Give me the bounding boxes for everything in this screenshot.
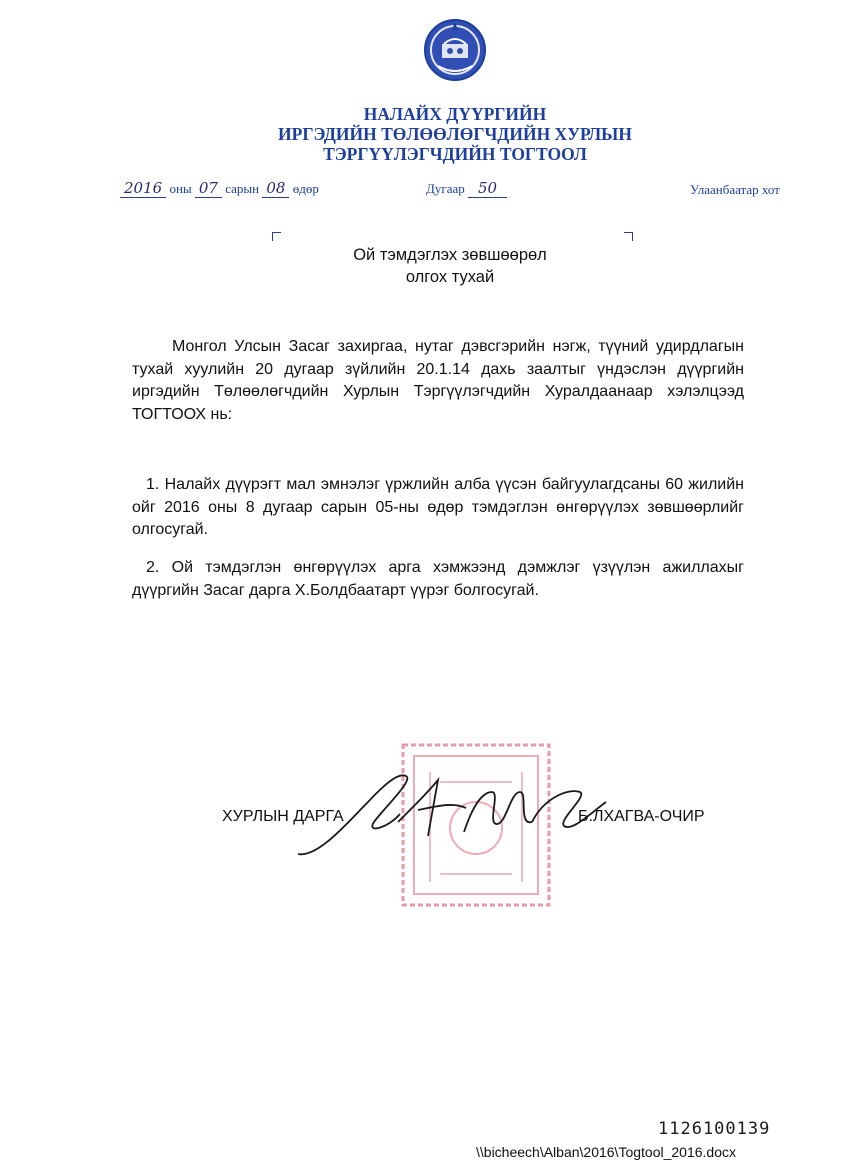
date-day-suffix: өдөр [292,181,319,196]
date-month-suffix: сарын [225,181,260,196]
subject-line-1: Ой тэмдэглэх зөвшөөрөл [353,246,547,264]
date-year-suffix: оны [169,181,192,196]
resolution-item-2: 2. Ой тэмдэглэн өнгөрүүлэх арга хэмжээнд дэмжлэг үзүүлэн ажиллахыг дүүргийн Засаг дарга Х.Болдбаатарт үүрэг болгосугай. [132,559,744,599]
resolution-item-1: 1. Налайх дүүрэгт мал эмнэлэг үржлийн алба үүсэн байгуулагдсаны 60 жилийн ойг 2016 оны 8 дугаар сарын 05-ны өдөр тэмдэглэн өнгөрүүлэх зөвшөөрлийг олгосугай. [132,476,744,538]
number-label: Дугаар [426,181,465,196]
date-year: 2016 [120,179,166,198]
subject-corner-right [624,232,633,241]
signatory-name: Б.ЛХАГВА-ОЧИР [578,808,705,825]
preamble-paragraph: Монгол Улсын Засаг захиргаа, нутаг дэвсгэрийн нэгж, түүний удирдлагын тухай хуулийн 20 дугаар зүйлийн 20.1.14 дахь заалтыг үндэслэн дүүргийн иргэдийн Төлөөлөгчдийн Хурлын Тэргүүлэгчдийн Хуралдаанаар хэлэлцээд ТОГТООХ нь: [132,338,744,423]
subject-corner-left [272,232,281,241]
file-path-footer: \\bicheech\Alban\2016\Togtool_2016.docx [476,1144,736,1160]
city-label: Улаанбаатар хот [690,182,780,197]
state-emblem-icon [420,14,490,84]
document-number: 50 [468,179,507,198]
heading-line-3: ТЭРГҮҮЛЭГЧДИЙН ТОГТООЛ [323,144,587,164]
document-serial-number: 1126100139 [658,1119,771,1139]
date-month: 07 [195,179,222,198]
date-day: 08 [262,179,289,198]
document-meta-row [0,176,850,200]
subject-line-2: олгох тухай [405,268,495,286]
heading-line-2: ИРГЭДИЙН ТӨЛӨӨЛӨГЧДИЙН ХУРЛЫН [278,124,632,144]
heading-line-1: НАЛАЙХ ДҮҮРГИЙН [363,104,547,124]
signatory-title: ХУРЛЫН ДАРГА [222,808,344,825]
